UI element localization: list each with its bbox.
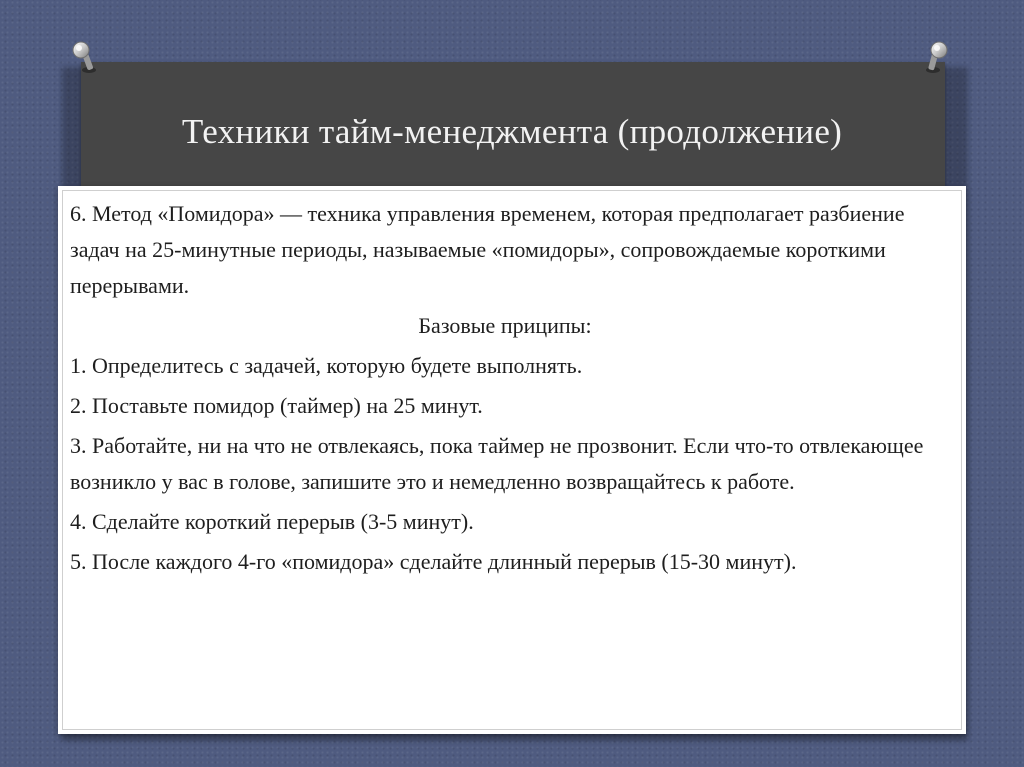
slide-title: Техники тайм-менеджмента (продолжение): [181, 112, 843, 151]
pushpin-icon: [920, 40, 950, 76]
principle-item-1: 1. Определитесь с задачей, которую будете выполнять.: [70, 353, 583, 378]
pushpin-icon: [70, 40, 100, 76]
principle-item-3: 3. Работайте, ни на что не отвлекаясь, пока таймер не прозвонит. Если что-то отвлекающее возникло у вас в голове, запишите это и немедленно возвращайтесь к работе.: [70, 433, 924, 494]
slide-body: [70, 196, 940, 584]
paragraph-principles-heading: Базовые приципы:: [418, 313, 592, 338]
principle-item-4: 4. Сделайте короткий перерыв (3-5 минут).: [70, 509, 474, 534]
principle-item-2: 2. Поставьте помидор (таймер) на 25 минут.: [70, 393, 483, 418]
principle-item-5: 5. После каждого 4-го «помидора» сделайте длинный перерыв (15-30 минут).: [70, 549, 797, 574]
paragraph-pomodoro-intro: 6. Метод «Помидора» — техника управления временем, которая предполагает разбиение задач на 25-минутные периоды, называемые «помидоры», сопровождаемые короткими перерывами.: [70, 201, 905, 298]
